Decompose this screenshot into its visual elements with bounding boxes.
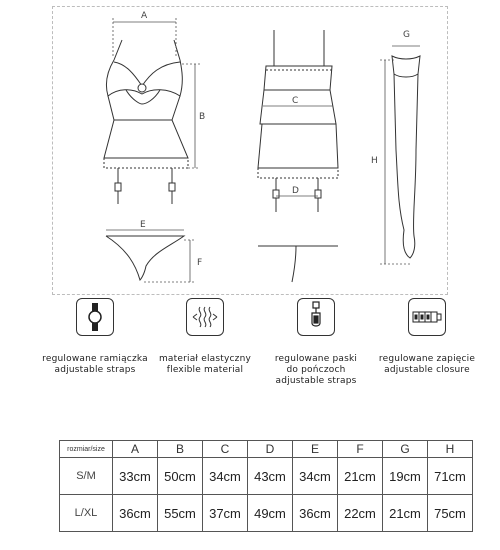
feature-label-pl: regulowane paski [274,354,358,364]
feature-label-pl: regulowane zapięcie [378,354,476,364]
table-cell: 50cm [158,458,203,495]
dimension-label-h: H [371,156,378,166]
table-cell: 36cm [113,495,158,532]
feature-label-en: adjustable straps [54,365,136,375]
adjustable-strap-icon [76,298,114,336]
thong-drawing [106,236,184,280]
column-header: D [248,441,293,458]
column-header: H [428,441,473,458]
table-cell: 34cm [203,458,248,495]
column-header: G [383,441,428,458]
feature-adjustable-garters [261,298,371,387]
table-cell: 21cm [338,458,383,495]
size-table-corner: rozmiar/size [60,441,113,458]
dimension-b [182,64,200,168]
size-table-header [60,441,473,458]
table-row [60,458,473,495]
chemise-front-drawing [104,40,188,204]
column-header: B [158,441,203,458]
feature-label-en: adjustable straps [275,376,357,386]
stocking-drawing [392,56,420,258]
elastic-material-icon [186,298,224,336]
table-cell: 71cm [428,458,473,495]
table-cell: 55cm [158,495,203,532]
feature-label-pl-2: do pończoch [286,365,346,375]
feature-label-en: adjustable closure [384,365,470,375]
table-cell: 43cm [248,458,293,495]
feature-label-pl: regulowane ramiączka [42,354,148,364]
dimension-label-e: E [140,220,146,230]
hook-closure-icon [408,298,446,336]
size-table [59,440,473,532]
dimension-h [380,60,412,264]
table-row [60,495,473,532]
dimension-label-f: F [197,258,203,268]
dimension-f [144,240,194,282]
table-cell: 36cm [293,495,338,532]
dimension-label-b: B [199,112,206,122]
table-cell: 33cm [113,458,158,495]
table-cell: 21cm [383,495,428,532]
garter-clip-icon [297,298,335,336]
table-cell: 75cm [428,495,473,532]
column-header: C [203,441,248,458]
column-header: F [338,441,383,458]
feature-adjustable-closure [372,298,482,376]
chemise-back-drawing [258,30,338,282]
dimension-a [113,18,176,56]
feature-label-pl: materiał elastyczny [158,354,252,364]
dimension-label-d: D [292,186,299,196]
table-cell: 22cm [338,495,383,532]
dimension-label-a: A [141,11,148,21]
dimension-label-c: C [292,96,299,106]
feature-flexible-material [150,298,260,376]
feature-adjustable-straps [40,298,150,376]
size-row-label: L/XL [60,495,113,532]
column-header: A [113,441,158,458]
feature-label-en: flexible material [166,365,244,375]
column-header: E [293,441,338,458]
table-cell: 19cm [383,458,428,495]
table-cell: 49cm [248,495,293,532]
dimension-label-g: G [403,30,410,40]
table-cell: 34cm [293,458,338,495]
table-cell: 37cm [203,495,248,532]
size-row-label: S/M [60,458,113,495]
